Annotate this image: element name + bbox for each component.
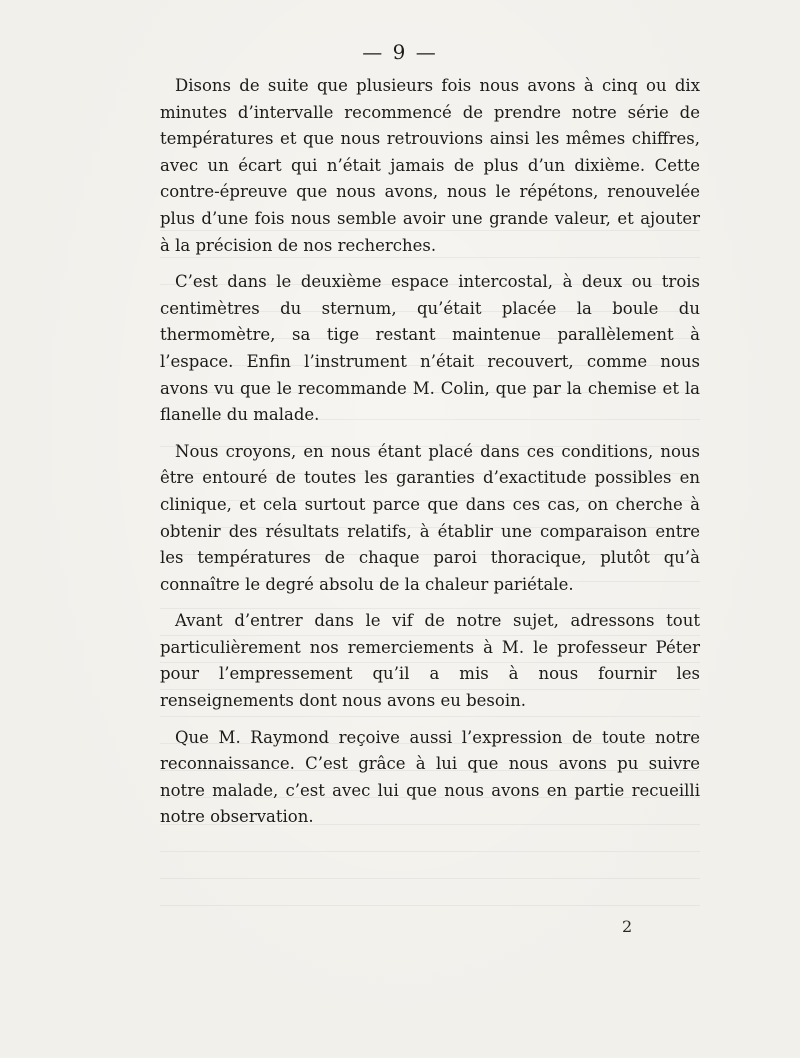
paragraph: Nous croyons, en nous étant placé dans ces conditions, nous être entouré de toutes les garanties d’exactitude possibles en clinique, et cela surtout parce que dans ces cas, on cherche à obtenir des résultats relatifs, à établir une comparaison entre les températures de chaque paroi thoracique, plutôt qu’à connaître le degré absolu de la chaleur pariétale. [160, 441, 700, 594]
paragraph: Avant d’entrer dans le vif de notre sujet, adressons tout particulièrement nos remerciements à M. le professeur Péter pour l’empressement qu’il a mis à nous fournir les renseignements dont nous avons eu besoin. [160, 611, 700, 711]
paragraph: Que M. Raymond reçoive aussi l’expression de toute notre reconnaissance. C’est grâce à lui que nous avons pu suivre notre malade, c’est avec lui que nous avons en partie recueilli notre observation. [160, 727, 700, 827]
paragraph: C’est dans le deuxième espace intercostal, à deux ou trois centimètres du sternum, qu’était placée la boule du thermomètre, sa tige restant maintenue parallèlement à l’espace. Enfin l’instrument n’était recouvert, comme nous avons vu que le recommande M. Colin, que par la chemise et la flanelle du malade. [160, 272, 700, 425]
paragraph: Disons de suite que plusieurs fois nous avons à cinq ou dix minutes d’intervalle recommencé de prendre notre série de températures et que nous retrouvions ainsi les mêmes chiffres, avec un écart qui n’était jamais de plus d’un dixième. Cette contre-épreuve que nous avons, nous le répétons, renouvelée plus d’une fois nous semble avoir une grande valeur, et ajouter à la précision de nos recherches. [160, 76, 700, 255]
body-text [160, 73, 700, 841]
page-number: — 9 — [362, 40, 438, 64]
signature-mark: 2 [622, 917, 633, 936]
